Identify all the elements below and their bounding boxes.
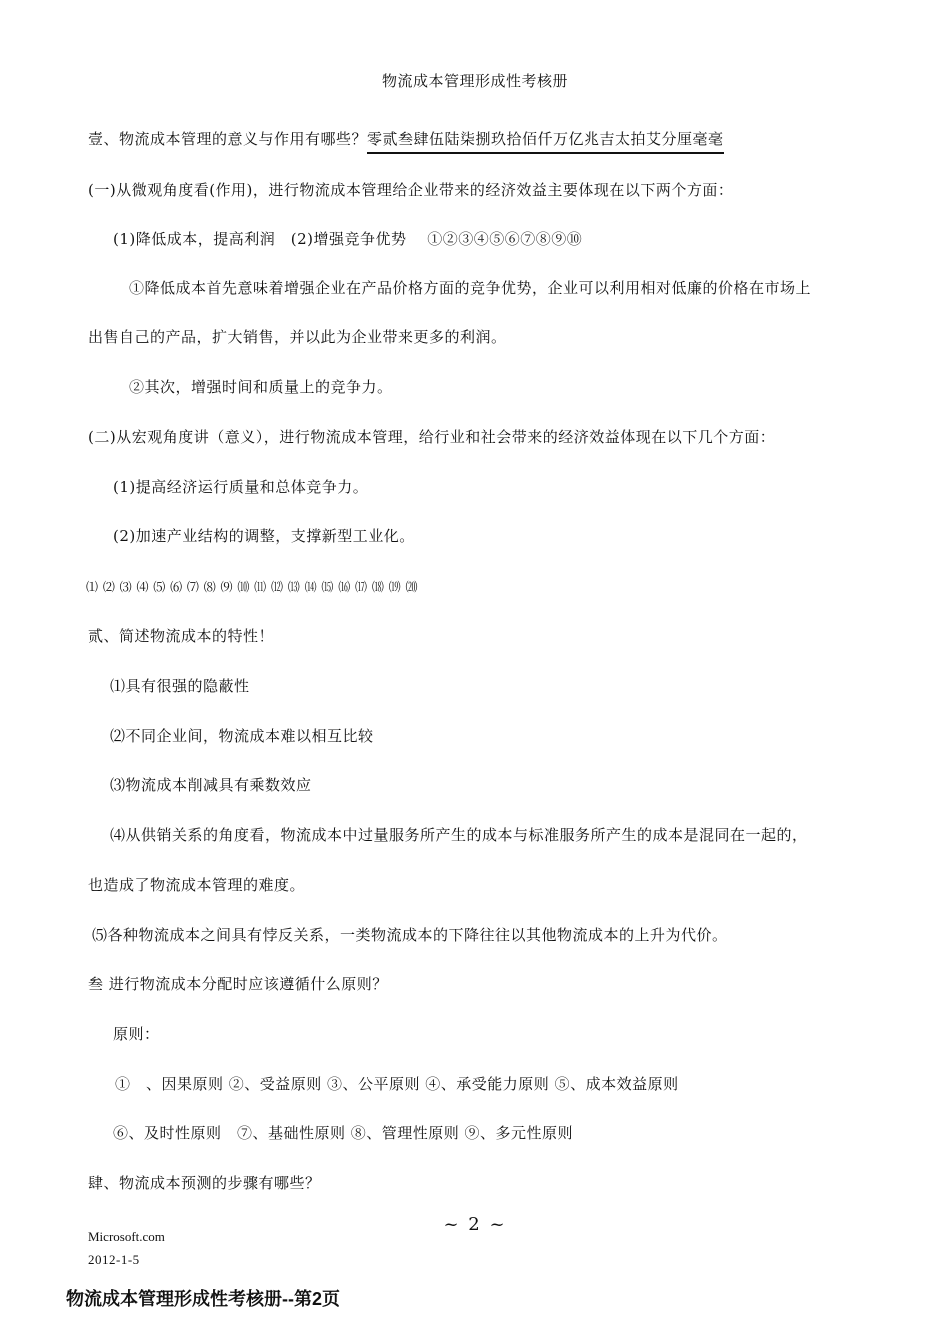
question-4: 肆、物流成本预测的步骤有哪些？ — [88, 1174, 321, 1192]
paragraph-macro-heading: (二)从宏观角度讲（意义），进行物流成本管理，给行业和社会带来的经济效益体现在以下几个方面： — [88, 428, 776, 446]
paragraph-micro-heading: (一)从微观角度看(作用)，进行物流成本管理给企业带来的经济效益主要体现在以下两个方面： — [88, 181, 734, 199]
paragraph-micro-points: (1)降低成本，提高利润 (2)增强竞争优势 ①②③④⑤⑥⑦⑧⑨⑩ — [113, 230, 583, 248]
question-1-underlined-text: 零贰叁肆伍陆柒捌玖拾佰仟万亿兆吉太拍艾分厘毫毫 — [367, 130, 724, 154]
principles-label: 原则： — [113, 1025, 160, 1043]
paragraph-competitiveness: ②其次，增强时间和质量上的竞争力。 — [129, 378, 393, 396]
paragraph-macro-point-1: (1)提高经济运行质量和总体竞争力。 — [113, 478, 369, 496]
principles-row-2: ⑥、及时性原则 ⑦、基础性原则 ⑧、管理性原则 ⑨、多元性原则 — [113, 1124, 574, 1142]
trait-5: ⑸各种物流成本之间具有悖反关系，一类物流成本的下降往往以其他物流成本的上升为代价。 — [92, 926, 728, 944]
paragraph-cost-reduction-cont: 出售自己的产品，扩大销售，并以此为企业带来更多的利润。 — [88, 328, 507, 346]
question-1 — [88, 129, 724, 149]
principles-row-1: ① 、因果原则 ②、受益原则 ③、公平原则 ④、承受能力原则 ⑤、成本效益原则 — [115, 1075, 679, 1093]
paragraph-macro-point-2: (2)加速产业结构的调整，支撑新型工业化。 — [113, 527, 415, 545]
question-2: 贰、简述物流成本的特性！ — [88, 627, 275, 645]
trait-1: ⑴具有很强的隐蔽性 — [110, 677, 250, 695]
footer-label: 物流成本管理形成性考核册--第2页 — [66, 1289, 340, 1309]
numbered-sequence: ⑴ ⑵ ⑶ ⑷ ⑸ ⑹ ⑺ ⑻ ⑼ ⑽ ⑾ ⑿ ⒀ ⒁ ⒂ ⒃ ⒄ ⒅ ⒆ ⒇ — [86, 580, 418, 594]
trait-4-cont: 也造成了物流成本管理的难度。 — [88, 876, 306, 894]
date-text: 2012-1-5 — [88, 1252, 140, 1267]
trait-2: ⑵不同企业间，物流成本难以相互比较 — [110, 727, 374, 745]
trait-3: ⑶物流成本削减具有乘数效应 — [110, 776, 312, 794]
question-3: 叁 进行物流成本分配时应该遵循什么原则？ — [88, 975, 388, 993]
page-number: ~ 2 ~ — [443, 1214, 507, 1235]
paragraph-cost-reduction: ①降低成本首先意味着增强企业在产品价格方面的竞争优势，企业可以利用相对低廉的价格在市场上 — [129, 279, 812, 297]
question-1-text: 壹、物流成本管理的意义与作用有哪些？ — [88, 130, 368, 148]
trait-4: ⑷从供销关系的角度看，物流成本中过量服务所产生的成本与标准服务所产生的成本是混同在一起的， — [110, 826, 808, 844]
document-title: 物流成本管理形成性考核册 — [381, 72, 568, 90]
publisher-text: Microsoft.com — [88, 1229, 165, 1244]
